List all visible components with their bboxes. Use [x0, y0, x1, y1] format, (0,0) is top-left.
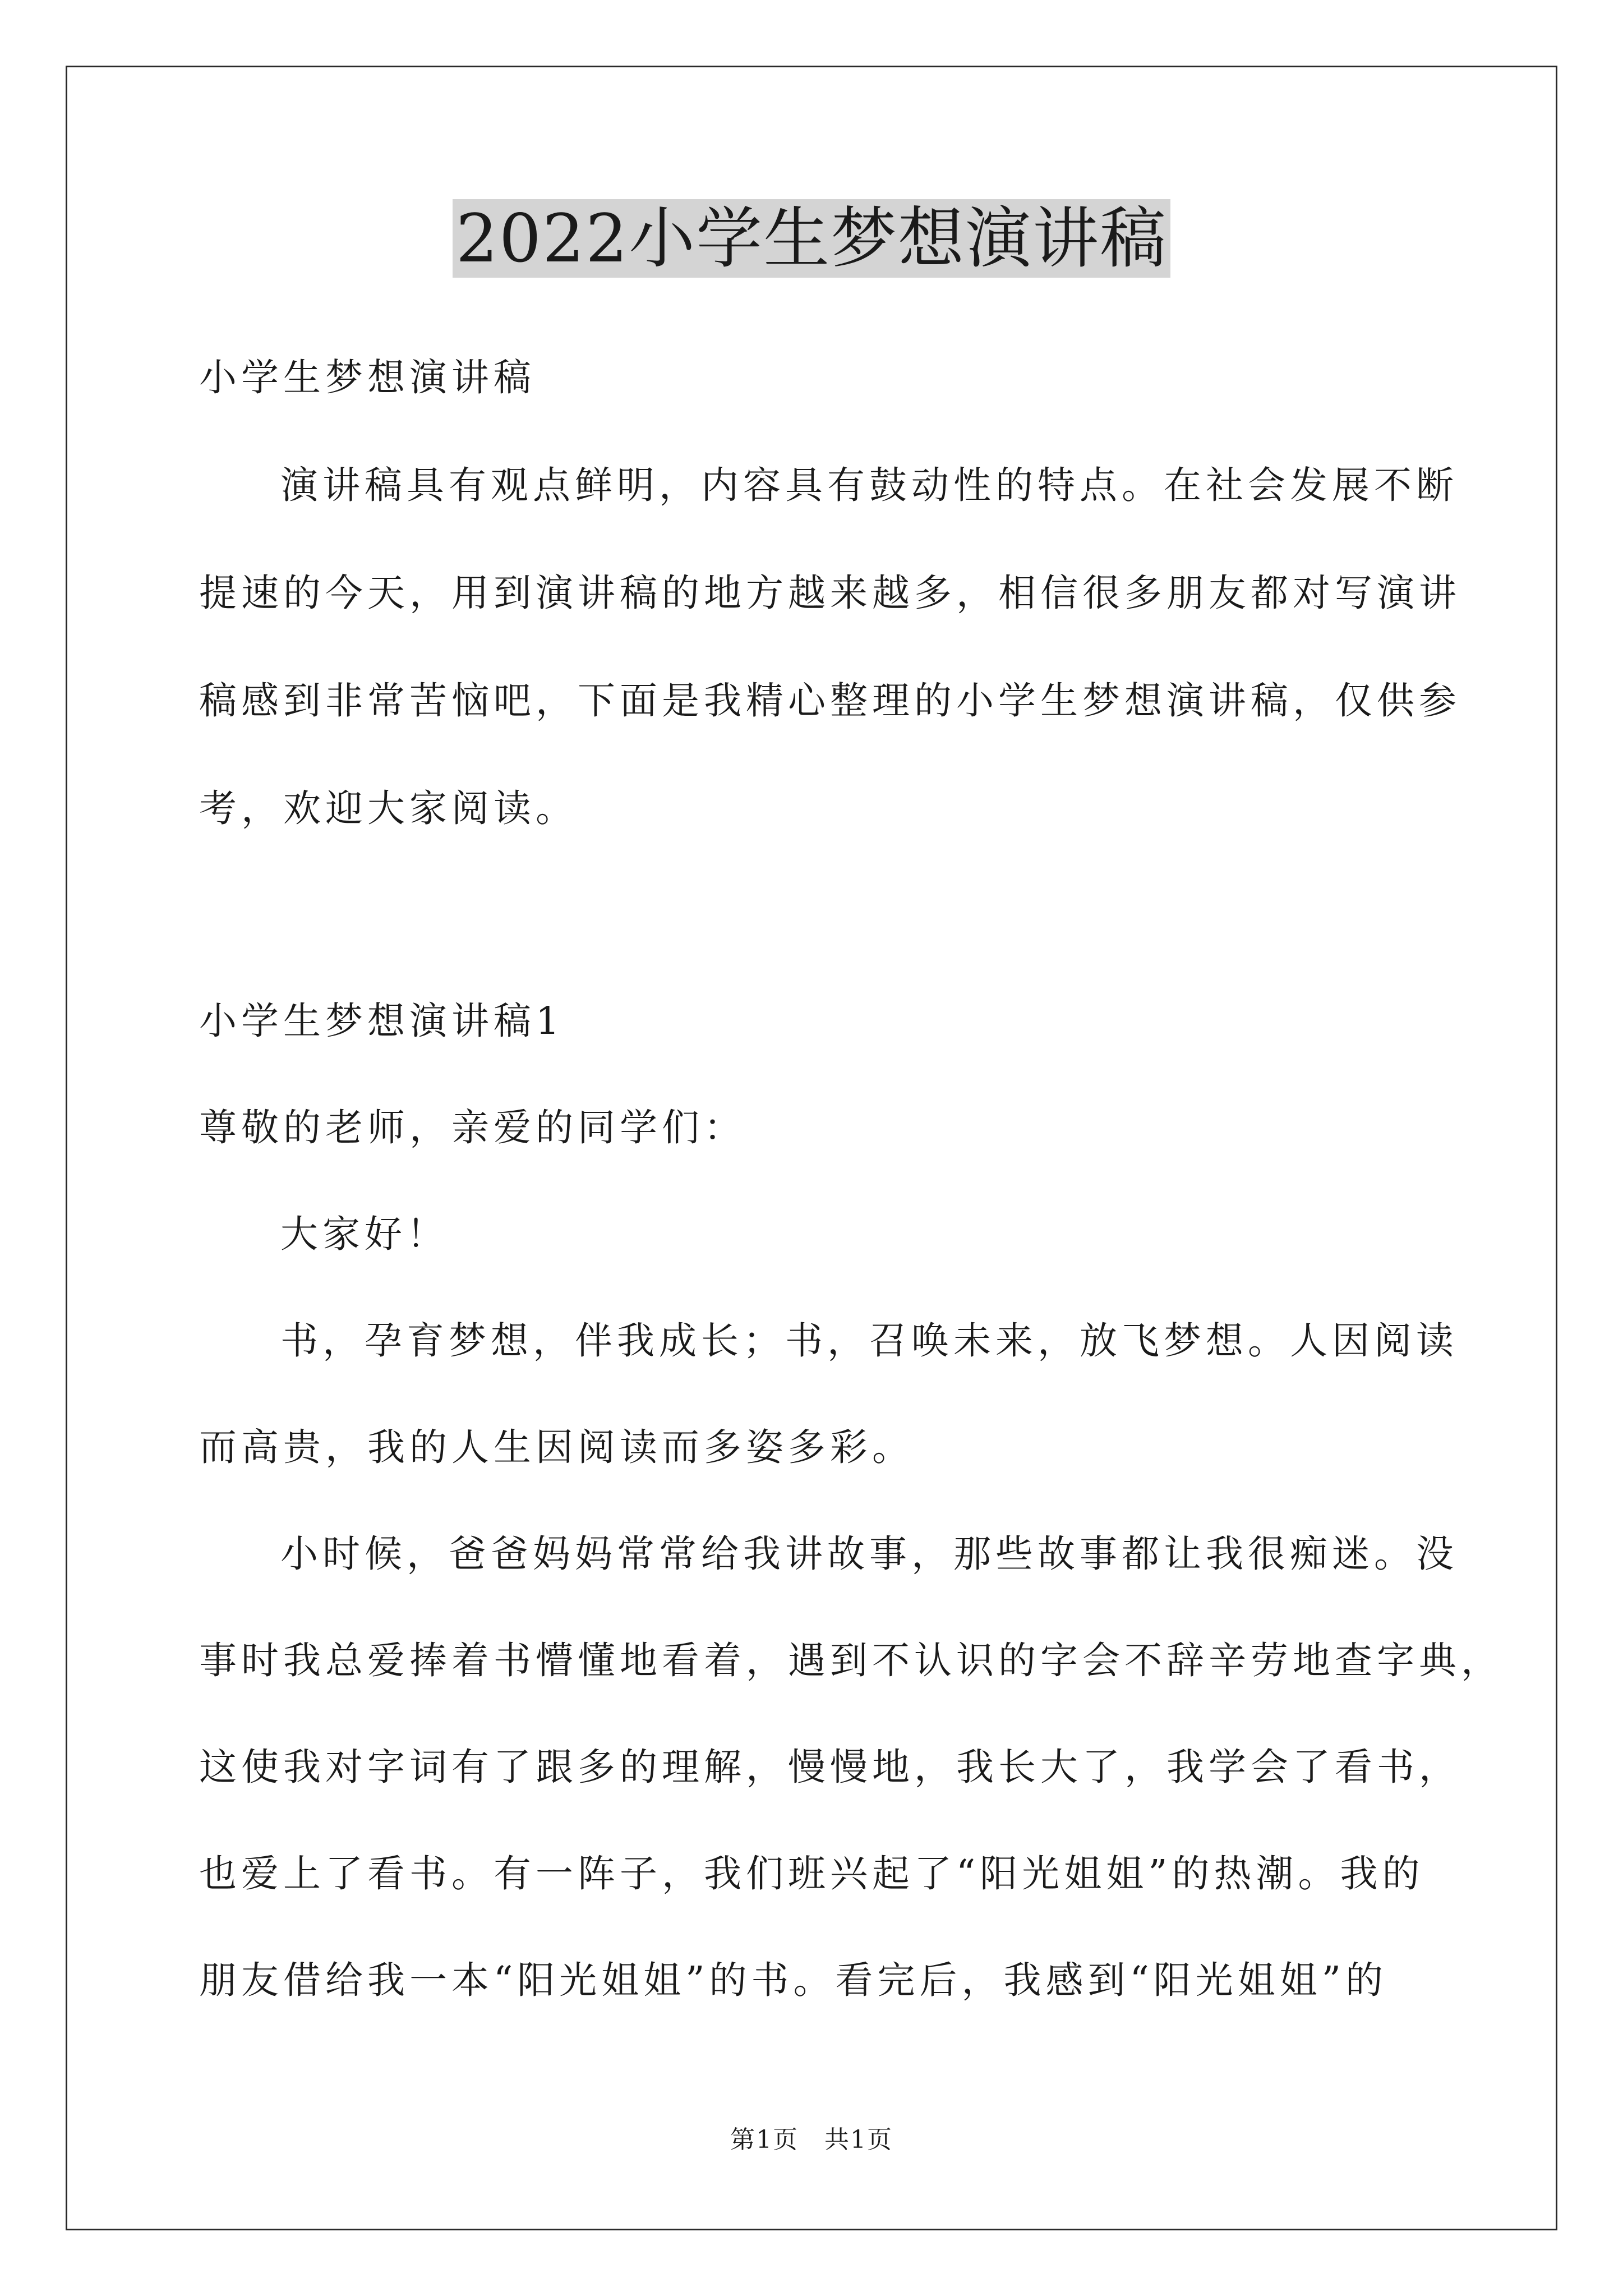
paragraph-line: 而高贵，我的人生因阅读而多姿多彩。 [199, 1425, 914, 1469]
intro-line-4: 考，欢迎大家阅读。 [199, 786, 578, 830]
page-number-footer: 第1页 共1页 [730, 2125, 893, 2154]
paragraph-line: 小时候，爸爸妈妈常常给我讲故事，那些故事都让我很痴迷。没 [280, 1532, 1458, 1576]
speech-heading: 小学生梦想演讲稿1 [199, 999, 564, 1043]
intro-line-1: 演讲稿具有观点鲜明，内容具有鼓动性的特点。在社会发展不断 [280, 463, 1458, 507]
paragraph-line: 朋友借给我一本“阳光姐姐”的书。看完后，我感到“阳光姐姐”的 [199, 1958, 1388, 2002]
greeting: 大家好！ [280, 1212, 449, 1256]
document-title: 2022小学生梦想演讲稿 [453, 199, 1170, 278]
salutation: 尊敬的老师，亲爱的同学们： [199, 1106, 746, 1149]
intro-line-3: 稿感到非常苦恼吧，下面是我精心整理的小学生梦想演讲稿，仅供参 [199, 679, 1461, 723]
section-heading: 小学生梦想演讲稿 [199, 356, 536, 399]
paragraph-line: 也爱上了看书。有一阵子，我们班兴起了“阳光姐姐”的热潮。我的 [199, 1852, 1424, 1895]
paragraph-line: 书，孕育梦想，伴我成长；书，召唤未来，放飞梦想。人因阅读 [280, 1319, 1458, 1363]
intro-line-2: 提速的今天，用到演讲稿的地方越来越多，相信很多朋友都对写演讲 [199, 571, 1461, 615]
paragraph-line: 这使我对字词有了跟多的理解，慢慢地，我长大了，我学会了看书， [199, 1745, 1461, 1789]
document-title-block [0, 199, 1623, 278]
paragraph-line: 事时我总爱捧着书懵懂地看着，遇到不认识的字会不辞辛劳地查字典， [199, 1639, 1503, 1682]
